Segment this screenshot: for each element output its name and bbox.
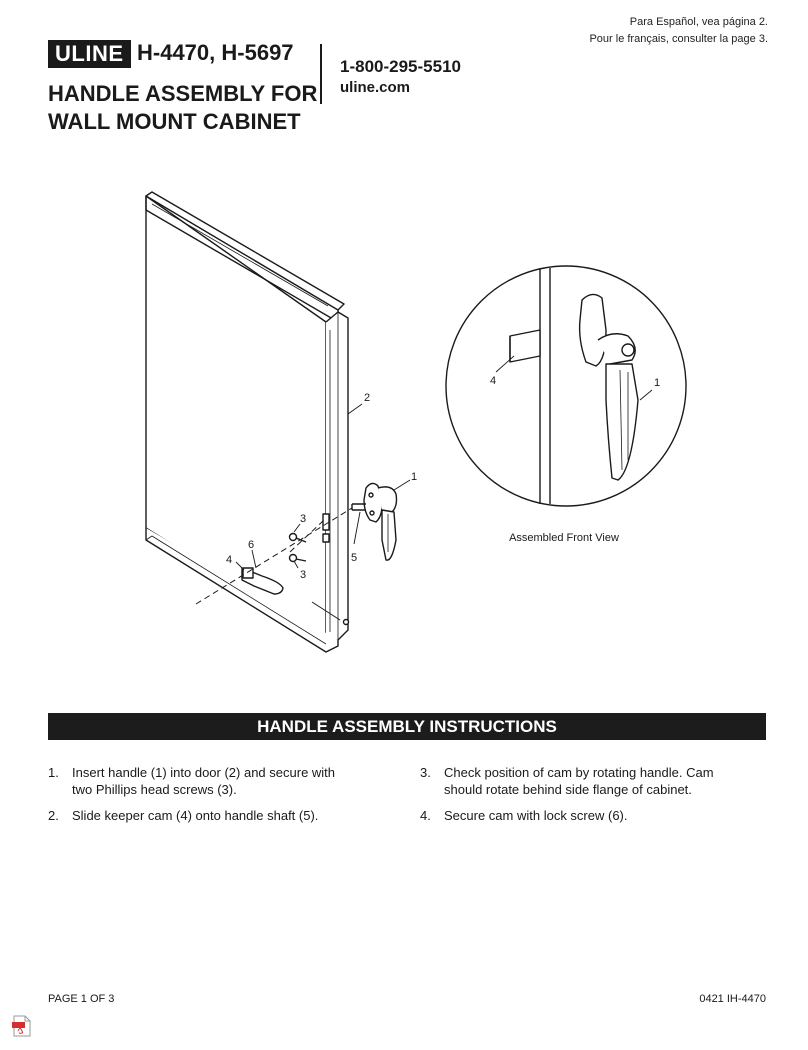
callout-5: 5 [351,552,358,564]
instruction-step [420,807,750,824]
title-line-2: WALL MOUNT CABINET [48,109,301,134]
uline-logo: ULINE [48,40,131,68]
page-number: PAGE 1 OF 3 [48,993,115,1005]
pdf-icon [10,1014,34,1038]
detail-caption: Assembled Front View [509,532,619,544]
title-line-1: HANDLE ASSEMBLY FOR [48,81,318,106]
step-text: Insert handle (1) into door (2) and secure with two Phillips head screws (3). [72,765,336,797]
callout-4: 4 [226,554,233,566]
handle-part [352,483,397,560]
step-text: Slide keeper cam (4) onto handle shaft (5). [72,808,319,823]
callout-1: 1 [411,471,418,483]
steps-left-column [48,764,348,833]
step-number: 3. [420,765,431,780]
callout-3-bottom: 3 [300,569,307,581]
step-number: 1. [48,765,59,780]
instruction-step [48,764,348,798]
spanish-note: Para Español, vea página 2. [629,16,768,28]
website-link[interactable]: uline.com [340,79,411,96]
step-text: Check position of cam by rotating handle. Cam should rotate behind side flange of cabinet. [444,765,714,797]
steps-right-column [420,764,750,833]
instruction-step [48,807,348,824]
step-number: 4. [420,808,431,823]
instruction-step [420,764,750,798]
document-code: 0421 IH-4470 [699,993,766,1005]
step-text: Secure cam with lock screw (6). [444,808,628,823]
step-number: 2. [48,808,59,823]
detail-view [446,266,686,506]
callout-2: 2 [364,392,371,404]
detail-callout-4: 4 [490,375,497,387]
model-numbers: H-4470, H-5697 [137,40,294,65]
detail-callout-1: 1 [654,377,661,389]
instructions-heading: HANDLE ASSEMBLY INSTRUCTIONS [48,713,766,740]
callout-6: 6 [248,539,255,551]
callout-3-top: 3 [300,513,307,525]
french-note: Pour le français, consulter la page 3. [589,33,768,45]
phone-number[interactable]: 1-800-295-5510 [340,57,461,76]
